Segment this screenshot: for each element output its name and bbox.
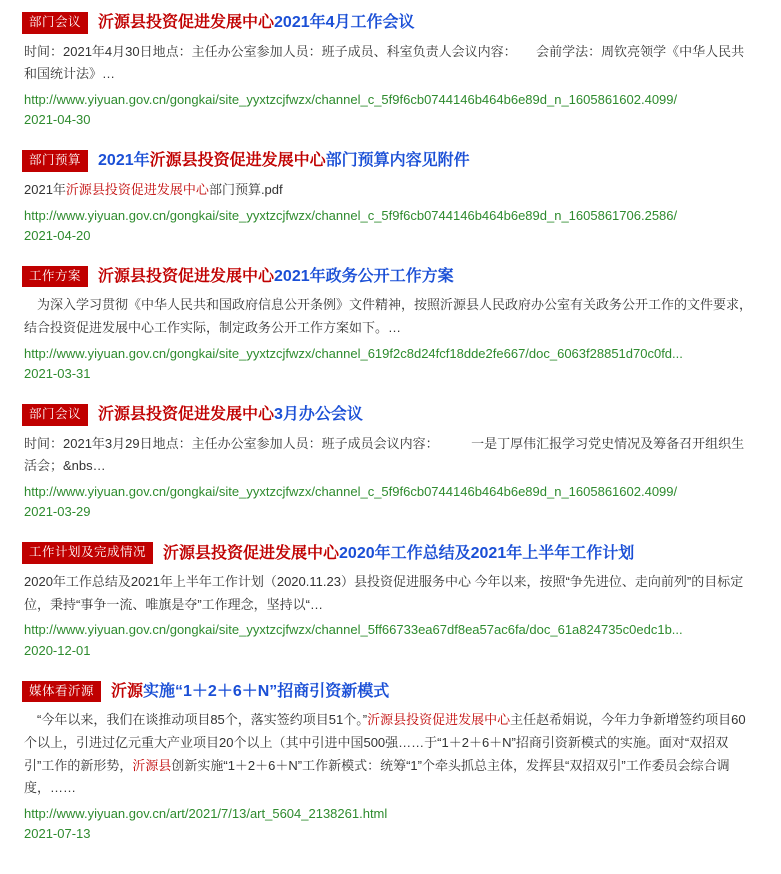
snippet-text: 为深入学习贯彻《中华人民共和国政府信息公开条例》文件精神，按照沂源县人民政府办公室有关政务公开工作的文件要求，结合投资促进发展中心工作实际，制定政务公开工作方案如下。… bbox=[24, 297, 753, 336]
result-url[interactable]: http://www.yiyuan.gov.cn/art/2021/7/13/art_5604_2138261.html bbox=[24, 806, 388, 822]
result-title[interactable] bbox=[98, 13, 415, 32]
snippet-highlight: 沂源县投资促进发展中心 bbox=[65, 181, 209, 197]
result-snippet bbox=[24, 41, 765, 87]
result-date: 2021-04-20 bbox=[24, 227, 91, 243]
snippet-text: 2021年 bbox=[24, 181, 66, 197]
result-url[interactable]: http://www.yiyuan.gov.cn/gongkai/site_yyxtzcjfwzx/channel_c_5f9f6cb0744146b464b6e89d_n_1605861706.2586/ bbox=[24, 207, 678, 223]
result-date: 2021-04-30 bbox=[24, 112, 91, 128]
snippet-text: 主任赵希娟说，今年力争新增签约项目60个以上，引进过亿元重大产业项目20个以上（其中引进中国500强……于“1＋2＋6＋N”招商引资新模式的实施。面对“双招双引”工作的新形势， bbox=[24, 712, 746, 773]
result-date: 2020-12-01 bbox=[24, 642, 91, 658]
result-title[interactable] bbox=[111, 682, 389, 701]
title-suffix: 部门预算内容见附件 bbox=[325, 152, 470, 170]
snippet-text: 时间：2021年4月30日地点：主任办公室参加人员：班子成员、科室负责人会议内容： 会前学法：周钦亮领学《中华人民共和国统计法》… bbox=[24, 43, 745, 82]
title-highlight: 沂源县投资促进发展中心 bbox=[98, 406, 275, 424]
title-suffix: 2021年政务公开工作方案 bbox=[274, 267, 454, 285]
result-title[interactable] bbox=[98, 151, 470, 170]
result-snippet bbox=[24, 294, 765, 340]
list-item bbox=[22, 12, 765, 130]
result-date: 2021-03-29 bbox=[24, 504, 91, 520]
snippet-text: 创新实施“1＋2＋6＋N”工作新模式：统筹“1”个牵头抓总主体，发挥县“双招双引”工作委员会综合调度，…… bbox=[24, 757, 730, 796]
category-tag[interactable]: 工作计划及完成情况 bbox=[22, 542, 153, 564]
result-header bbox=[22, 12, 765, 34]
category-tag[interactable]: 部门会议 bbox=[22, 404, 88, 426]
snippet-highlight: 沂源县 bbox=[132, 757, 172, 773]
title-highlight: 沂源县投资促进发展中心 bbox=[98, 14, 275, 32]
list-item bbox=[22, 681, 765, 845]
snippet-text: 时间：2021年3月29日地点：主任办公室参加人员：班子成员会议内容： 一是丁厚伟汇报学习党史情况及筹备召开组织生活会；&nbs… bbox=[24, 435, 745, 474]
result-url[interactable]: http://www.yiyuan.gov.cn/gongkai/site_yyxtzcjfwzx/channel_5ff66733ea67df8ea57ac6fa/doc_61a824735c0edc1b... bbox=[24, 622, 683, 638]
result-date: 2021-07-13 bbox=[24, 826, 91, 842]
result-title[interactable] bbox=[98, 267, 454, 286]
result-title[interactable] bbox=[98, 405, 363, 424]
result-url[interactable]: http://www.yiyuan.gov.cn/gongkai/site_yyxtzcjfwzx/channel_c_5f9f6cb0744146b464b6e89d_n_1605861602.4099/ bbox=[24, 484, 678, 500]
result-title[interactable] bbox=[163, 544, 634, 563]
result-snippet bbox=[24, 709, 765, 800]
title-highlight: 沂源县投资促进发展中心 bbox=[163, 544, 340, 562]
category-tag[interactable]: 部门预算 bbox=[22, 150, 88, 172]
list-item bbox=[22, 542, 765, 660]
result-header bbox=[22, 542, 765, 564]
title-prefix: 2021年 bbox=[98, 152, 150, 170]
title-highlight: 沂源县投资促进发展中心 bbox=[98, 267, 275, 285]
title-highlight: 沂源 bbox=[111, 682, 144, 700]
category-tag[interactable]: 媒体看沂源 bbox=[22, 681, 101, 703]
result-header bbox=[22, 150, 765, 172]
result-snippet bbox=[24, 179, 765, 202]
result-header bbox=[22, 681, 765, 703]
snippet-text: 2020年工作总结及2021年上半年工作计划（2020.11.23）县投资促进服务中心 今年以来，按照“争先进位、走向前列”的目标定位，秉持“事争一流、唯旗是夺”工作理念，坚持以“… bbox=[24, 573, 744, 612]
result-url[interactable]: http://www.yiyuan.gov.cn/gongkai/site_yyxtzcjfwzx/channel_619f2c8d24fcf18dde2fe667/doc_6063f28851d70c0fd... bbox=[24, 345, 683, 361]
title-suffix: 实施“1＋2＋6＋N”招商引资新模式 bbox=[143, 682, 390, 700]
result-snippet bbox=[24, 571, 765, 617]
result-header bbox=[22, 404, 765, 426]
title-highlight: 沂源县投资促进发展中心 bbox=[149, 152, 326, 170]
category-tag[interactable]: 工作方案 bbox=[22, 266, 88, 288]
list-item bbox=[22, 404, 765, 522]
result-date: 2021-03-31 bbox=[24, 365, 91, 381]
snippet-highlight: 沂源县投资促进发展中心 bbox=[367, 712, 511, 728]
title-suffix: 3月办公会议 bbox=[274, 406, 363, 424]
title-suffix: 2021年4月工作会议 bbox=[274, 14, 415, 32]
snippet-text: “今年以来，我们在谈推动项目85个，落实签约项目51个。” bbox=[24, 712, 368, 728]
list-item bbox=[22, 266, 765, 384]
snippet-text: 部门预算.pdf bbox=[208, 181, 283, 197]
result-snippet bbox=[24, 433, 765, 479]
category-tag[interactable]: 部门会议 bbox=[22, 12, 88, 34]
title-suffix: 2020年工作总结及2021年上半年工作计划 bbox=[339, 544, 635, 562]
list-item bbox=[22, 150, 765, 246]
result-url[interactable]: http://www.yiyuan.gov.cn/gongkai/site_yyxtzcjfwzx/channel_c_5f9f6cb0744146b464b6e89d_n_1605861602.4099/ bbox=[24, 92, 678, 107]
result-header bbox=[22, 266, 765, 288]
